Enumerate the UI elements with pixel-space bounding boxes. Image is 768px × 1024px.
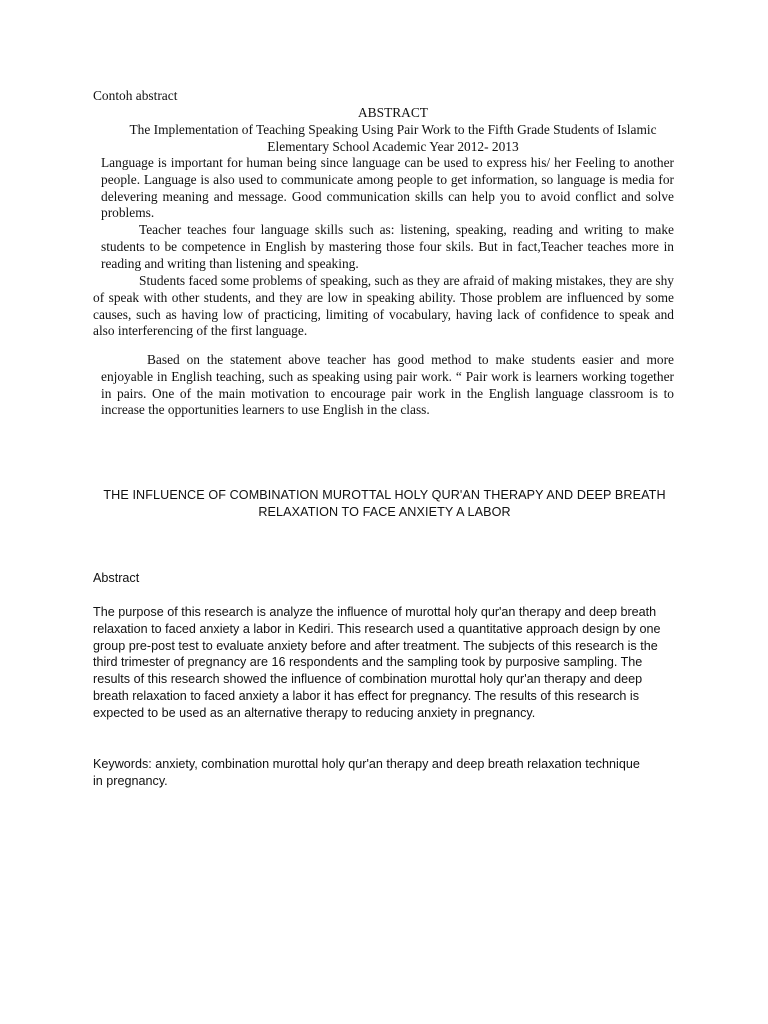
second-paper-title: THE INFLUENCE OF COMBINATION MUROTTAL HOLY QUR'AN THERAPY AND DEEP BREATH RELAXATION TO FACE ANXIETY A LABOR	[103, 488, 666, 519]
paragraph-2: Teacher teaches four language skills such as: listening, speaking, reading and writing to make students to be competence in English by mastering those four skils. But in fact,Teacher teaches more in reading and writing than listening and speaking.	[101, 222, 674, 271]
keywords: Keywords: anxiety, combination murottal holy qur'an therapy and deep breath relaxation technique in pregnancy.	[93, 757, 640, 788]
abstract-heading: ABSTRACT	[358, 105, 428, 120]
paragraph-1: Language is important for human being since language can be used to express his/ her Feeling to another people. Language is also used to communicate among people to get information, so language is media for delevering meaning and message. Good communication skills can help you to avoid conflict and solve problems.	[101, 155, 674, 221]
doc-label: Contoh abstract	[93, 88, 178, 103]
second-abstract-heading: Abstract	[93, 571, 140, 585]
paragraph-3: Students faced some problems of speaking, such as they are afraid of making mistakes, they are shy of speak with other students, and they are low in speaking ability. Those problem are influenced by some causes, such as having low of practicing, limiting of vocabulary, having lack of confidence to speak and also interferencing of the first language.	[93, 273, 674, 339]
paper-title: The Implementation of Teaching Speaking Using Pair Work to the Fifth Grade Students of Islamic Elementary School Academic Year 2012- 2013	[129, 122, 657, 154]
second-abstract-body: The purpose of this research is analyze the influence of murottal holy qur'an therapy and deep breath relaxation to faced anxiety a labor in Kediri. This research used a quantitative approach design by one group pre-post test to evaluate anxiety before and after treatment. The subjects of this research is the third trimester of pregnancy are 16 respondents and the sampling took by purposive sampling. The results of this research showed the influence of combination murottal holy qur'an therapy and deep breath relaxation to faced anxiety a labor it has effect for pregnancy. The results of this research is expected to be used as an alternative therapy to reducing anxiety in pregnancy.	[93, 605, 661, 720]
paragraph-4: Based on the statement above teacher has good method to make students easier and more enjoyable in English teaching, such as speaking using pair work. “ Pair work is learners working together in pairs. One of the main motivation to encourage pair work in the English language classroom is to increase the opportunities learners to use English in the class.	[101, 352, 674, 418]
